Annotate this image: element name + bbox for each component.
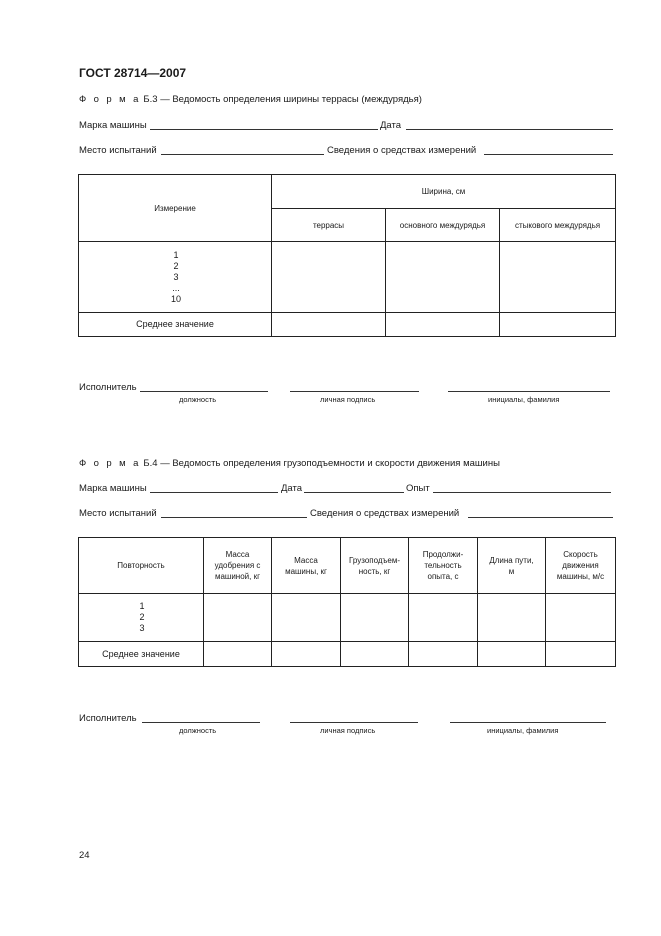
list-item: 1 — [139, 601, 145, 611]
table-cell[interactable] — [409, 642, 478, 667]
document-title: ГОСТ 28714—2007 — [79, 66, 187, 80]
header-line: машины, кг — [285, 566, 327, 576]
form-b4-caption-prefix: Ф о р м а — [79, 458, 141, 469]
list-item: 2 — [139, 612, 145, 622]
b3-sub-terrace: террасы — [272, 209, 386, 242]
header-line: удобрения с — [214, 561, 261, 570]
header-line: тельность — [424, 561, 462, 570]
table-cell[interactable] — [546, 642, 616, 667]
b3-place-line[interactable] — [161, 154, 324, 155]
b3-date-line[interactable] — [406, 129, 613, 130]
b4-sign-caption: личная подпись — [320, 726, 376, 735]
b3-col-width: Ширина, см — [272, 175, 616, 209]
list-item: 2 — [173, 260, 179, 271]
table-cell[interactable] — [204, 594, 272, 642]
list-item: 3 — [139, 623, 145, 633]
b4-instruments-label: Сведения о средствах измерений — [310, 508, 460, 519]
list-item: 3 — [173, 271, 179, 282]
table-cell[interactable] — [478, 642, 546, 667]
table-cell[interactable] — [272, 313, 386, 337]
b4-position-caption: должность — [179, 726, 217, 735]
b4-col-speed — [546, 538, 616, 594]
b4-position-line[interactable] — [142, 722, 260, 723]
b3-instruments-label: Сведения о средствах измерений — [327, 145, 477, 156]
table-cell[interactable] — [386, 313, 500, 337]
table-cell[interactable] — [546, 594, 616, 642]
header-line: машиной, кг — [214, 572, 261, 581]
b4-row-numbers — [79, 594, 204, 642]
table-cell[interactable] — [272, 242, 386, 313]
b3-position-caption: должность — [179, 395, 217, 404]
b3-place-label: Место испытаний — [79, 145, 157, 156]
b3-table — [78, 174, 616, 337]
b4-col-repeat: Повторность — [79, 538, 204, 594]
b3-sign-line[interactable] — [290, 391, 419, 392]
b4-col-capacity — [341, 538, 409, 594]
list-item: 10 — [170, 293, 181, 304]
b4-date-label: Дата — [281, 483, 303, 494]
b3-name-caption: инициалы, фамилия — [488, 395, 560, 404]
page-number: 24 — [79, 850, 90, 861]
b3-executor-label: Исполнитель — [79, 382, 137, 393]
b3-sub-main: основного междурядья — [386, 209, 500, 242]
table-cell[interactable] — [341, 594, 409, 642]
b3-instruments-line[interactable] — [484, 154, 613, 155]
table-cell[interactable] — [272, 642, 341, 667]
b4-experiment-line[interactable] — [433, 492, 611, 493]
b4-instruments-line[interactable] — [468, 517, 613, 518]
b4-machine-label: Марка машины — [79, 483, 147, 494]
form-b3-caption — [79, 94, 422, 105]
table-cell[interactable] — [272, 594, 341, 642]
header-line: Продолжи- — [422, 550, 464, 559]
form-b4-caption — [79, 458, 500, 469]
b4-name-line[interactable] — [450, 722, 606, 723]
header-line: Масса — [225, 550, 250, 559]
b3-machine-line[interactable] — [150, 129, 378, 130]
form-b3-caption-text: Б.3 — Ведомость определения ширины террасы (междурядья) — [143, 94, 422, 105]
b4-date-line[interactable] — [304, 492, 404, 493]
b3-col-measurement: Измерение — [79, 175, 272, 242]
header-line: Грузоподъем- — [349, 555, 400, 565]
table-cell[interactable] — [500, 242, 616, 313]
b4-table — [78, 537, 616, 667]
table-cell[interactable] — [341, 642, 409, 667]
form-b3-caption-prefix: Ф о р м а — [79, 94, 141, 105]
b4-sign-line[interactable] — [290, 722, 418, 723]
table-cell[interactable] — [409, 594, 478, 642]
b4-place-label: Место испытаний — [79, 508, 157, 519]
b4-col-machine-mass — [272, 538, 341, 594]
list-item: ... — [172, 282, 180, 293]
b3-machine-label: Марка машины — [79, 120, 147, 131]
b4-avg-label: Среднее значение — [79, 642, 204, 667]
b3-date-label: Дата — [380, 120, 402, 131]
b4-place-line[interactable] — [161, 517, 307, 518]
list-item: 1 — [173, 249, 179, 260]
b3-name-line[interactable] — [448, 391, 610, 392]
header-line: Масса — [294, 555, 318, 565]
table-cell[interactable] — [500, 313, 616, 337]
b4-col-duration — [409, 538, 478, 594]
b4-name-caption: инициалы, фамилия — [487, 726, 559, 735]
b4-col-path — [478, 538, 546, 594]
table-cell[interactable] — [478, 594, 546, 642]
header-line: ность, кг — [358, 566, 391, 576]
b4-experiment-label: Опыт — [406, 483, 430, 494]
header-line: м — [508, 566, 515, 576]
b4-executor-label: Исполнитель — [79, 713, 137, 724]
header-line: Длина пути, — [489, 555, 534, 565]
form-b4-caption-text: Б.4 — Ведомость определения грузоподъемности и скорости движения машины — [143, 458, 500, 469]
b3-row-numbers — [79, 242, 272, 313]
b3-avg-label: Среднее значение — [79, 313, 272, 337]
b3-sign-caption: личная подпись — [320, 395, 376, 404]
table-cell[interactable] — [386, 242, 500, 313]
header-line: движения — [562, 561, 599, 570]
b4-col-fert-mass — [204, 538, 272, 594]
header-line: машины, м/с — [556, 572, 605, 581]
header-line: Скорость — [563, 550, 598, 559]
table-cell[interactable] — [204, 642, 272, 667]
b4-machine-line[interactable] — [150, 492, 278, 493]
b3-position-line[interactable] — [140, 391, 268, 392]
b3-sub-joint: стыкового междурядья — [500, 209, 616, 242]
header-line: опыта, с — [427, 572, 459, 581]
